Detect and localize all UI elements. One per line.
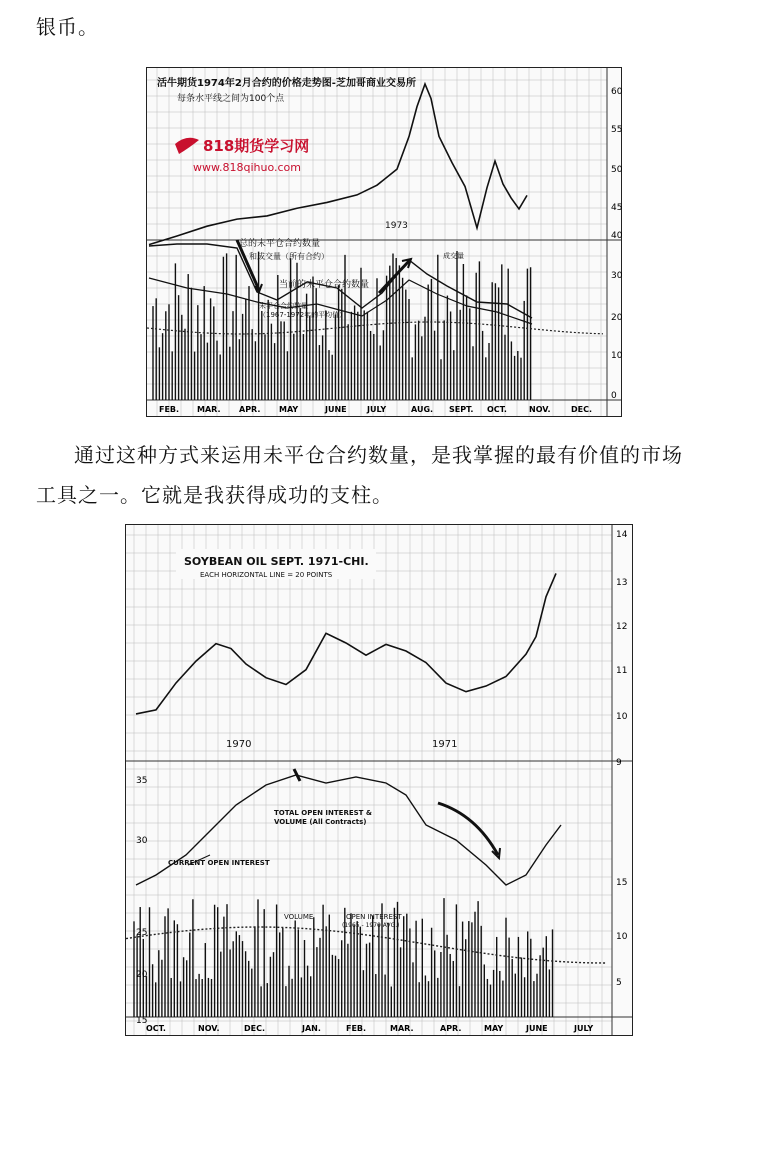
left-tick-label: 20 <box>136 970 148 980</box>
left-tick-label: 25 <box>136 928 148 938</box>
chart1-ann-vol: 成交量 <box>443 252 464 260</box>
left-tick-label: 15 <box>136 1016 148 1026</box>
month-label: DEC. <box>244 1024 266 1033</box>
month-label: OCT. <box>487 405 507 414</box>
right-tick-label: 15 <box>616 878 628 888</box>
right-tick-label: 40 <box>611 231 623 241</box>
chart2-year2: 1971 <box>432 739 458 750</box>
month-label: JULY <box>367 405 387 414</box>
left-tick-label: 30 <box>136 836 148 846</box>
chart1-ann-current-oi: 当前的未平仓合约数量 <box>279 280 370 290</box>
right-tick-label: 55 <box>611 125 623 135</box>
chart1-ann-total-oi: 总的未平仓合约数量 <box>239 239 321 249</box>
text-line-1: 银币。 <box>36 15 99 39</box>
month-label: SEPT. <box>449 405 474 414</box>
month-label: MAR. <box>197 405 221 414</box>
month-label: JAN. <box>302 1024 321 1033</box>
month-label: MAR. <box>390 1024 414 1033</box>
right-tick-label: 30 <box>611 271 623 281</box>
figure-live-cattle-chart <box>146 67 622 417</box>
month-label: JUNE <box>526 1024 548 1033</box>
month-label: DEC. <box>571 405 593 414</box>
chart-live-cattle <box>147 68 621 416</box>
chart1-title: 活牛期货1974年2月合约的价格走势图-芝加哥商业交易所 <box>157 78 416 89</box>
right-tick-label: 45 <box>611 203 623 213</box>
right-tick-label: 9 <box>616 758 622 768</box>
month-label: MAY <box>279 405 299 414</box>
chart1-subtitle: 每条水平线之间为100个点 <box>177 94 285 104</box>
right-tick-label: 14 <box>616 530 628 540</box>
right-tick-label: 12 <box>616 622 628 632</box>
chart2-ann-total2: VOLUME (All Contracts) <box>274 818 367 826</box>
chart1-ann-avg2: （1967-1972年的平均值） <box>259 311 347 319</box>
month-label: NOV. <box>198 1024 220 1033</box>
chart2-title: SOYBEAN OIL SEPT. 1971-CHI. <box>184 555 369 568</box>
right-tick-label: 10 <box>611 351 623 361</box>
chart2-ann-volume: VOLUME <box>284 913 314 921</box>
month-label: MAY <box>484 1024 504 1033</box>
chart2-ann-total: TOTAL OPEN INTEREST & <box>274 809 372 817</box>
month-label: FEB. <box>159 405 180 414</box>
month-label: JUNE <box>325 405 347 414</box>
watermark-logo: 818期货学习网 <box>203 137 310 155</box>
chart-soybean-oil <box>126 525 632 1035</box>
right-tick-label: 13 <box>616 578 628 588</box>
month-label: OCT. <box>146 1024 166 1033</box>
chart2-ann-oi-avg2: (1965 - 1970 AVG.) <box>342 922 400 929</box>
month-label: APR. <box>440 1024 462 1033</box>
month-label: APR. <box>239 405 261 414</box>
left-tick-label: 35 <box>136 776 148 786</box>
chart1-year: 1973 <box>385 221 408 231</box>
paragraph-line-1: 通过这种方式来运用未平仓合约数量，是我掌握的最有价值的市场 <box>74 443 683 467</box>
chart2-ann-oi-avg: OPEN INTEREST <box>346 913 402 921</box>
chart2-ann-current: CURRENT OPEN INTEREST <box>168 859 270 867</box>
watermark-url: www.818qihuo.com <box>193 161 301 174</box>
watermark-flame-icon <box>175 138 199 154</box>
chart2-subtitle: EACH HORIZONTAL LINE = 20 POINTS <box>200 571 333 579</box>
right-tick-label: 10 <box>616 932 628 942</box>
right-tick-label: 50 <box>611 165 623 175</box>
right-tick-label: 20 <box>611 313 623 323</box>
right-tick-label: 5 <box>616 978 622 988</box>
chart1-ann-volume: 和成交量（所有合约） <box>249 252 329 261</box>
figure-soybean-oil-chart <box>125 524 633 1036</box>
chart1-ann-avg1: 未平仓合约数量 <box>259 302 308 310</box>
right-tick-label: 0 <box>611 391 617 401</box>
right-tick-label: 60 <box>611 87 623 97</box>
month-label: AUG. <box>411 405 434 414</box>
month-label: JULY <box>574 1024 594 1033</box>
right-tick-label: 11 <box>616 666 628 676</box>
month-label: NOV. <box>529 405 551 414</box>
paragraph-line-2: 工具之一。它就是我获得成功的支柱。 <box>36 483 393 507</box>
right-tick-label: 10 <box>616 712 628 722</box>
month-label: FEB. <box>346 1024 367 1033</box>
chart2-year1: 1970 <box>226 739 252 750</box>
